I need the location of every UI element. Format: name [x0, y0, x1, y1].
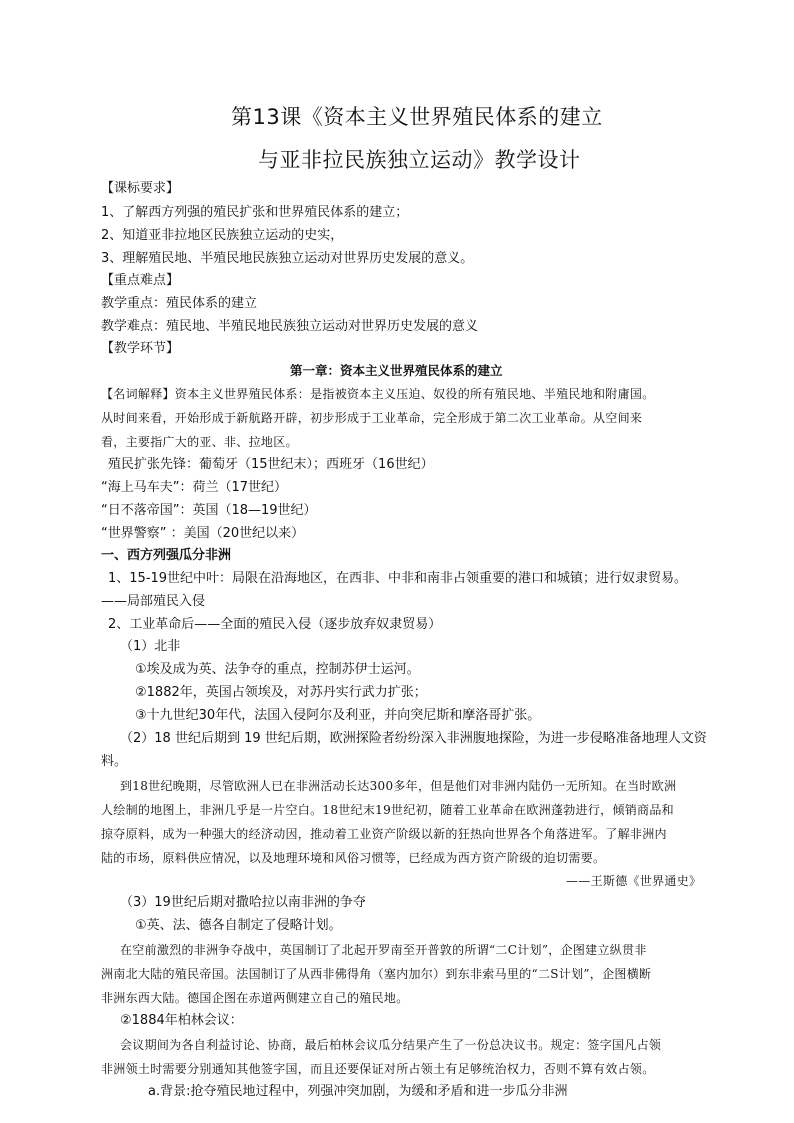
- quote-line: 陆的市场，原料供应情况，以及地理环境和风俗习惯等，已经成为西方资产阶级的迫切需要。: [101, 851, 606, 865]
- scramble-item: ②1884年柏林会议：: [120, 1013, 243, 1028]
- scramble-background: a.背景:抢夺殖民地过程中，列强冲突加剧，为缓和矛盾和进一步瓜分非洲: [148, 1084, 568, 1099]
- key-points-heading: 【重点难点】: [101, 273, 180, 288]
- powers-item: “世界警察” ：美国（20世纪以来）: [101, 526, 305, 541]
- scramble-text: 会议期间为各自利益讨论、协商，最后柏林会议瓜分结果产生了一份总决议书。规定：签字国凡占领: [120, 1038, 662, 1052]
- section-heading: 一、西方列强瓜分非洲: [101, 548, 232, 563]
- curriculum-item: 3、理解殖民地、半殖民地民族独立运动对世界历史发展的意义。: [101, 251, 474, 266]
- north-africa-item: ③十九世纪30年代，法国入侵阿尔及利亚，并向突尼斯和摩洛哥扩张。: [135, 708, 541, 723]
- quote-line: 掠夺原料，成为一种强大的经济动因，推动着工业资产阶级以新的狂热向世界各个角落进军。了解非洲内: [101, 827, 667, 841]
- north-africa-heading: （1）北非: [120, 639, 181, 654]
- definition-line: 从时间来看，开始形成于新航路开辟，初步形成于工业革命，完全形成于第二次工业革命。从空间来: [101, 411, 643, 425]
- section-paragraph: 料。: [101, 754, 128, 769]
- scramble-text: 在空前激烈的非洲争夺战中，英国制订了北起开罗南至开普敦的所谓“二C计划”，企图建立纵贯非: [120, 943, 647, 957]
- curriculum-item: 1、了解西方列强的殖民扩张和世界殖民体系的建立；: [101, 205, 409, 220]
- document-title-line-2: 与亚非拉民族独立运动》教学设计: [258, 148, 581, 172]
- powers-item: “日不落帝国”：英国（18—19世纪）: [101, 503, 317, 518]
- section-paragraph: ——局部殖民入侵: [101, 594, 206, 609]
- scramble-item: ①英、法、德各自制定了侵略计划。: [135, 918, 342, 933]
- teaching-heading: 【教学环节】: [101, 341, 180, 356]
- north-africa-item: ①埃及成为英、法争夺的重点，控制苏伊士运河。: [135, 662, 420, 677]
- document-title-line-1: 第13课《资本主义世界殖民体系的建立: [231, 105, 603, 129]
- teaching-difficulty: 教学难点：殖民地、半殖民地民族独立运动对世界历史发展的意义: [101, 319, 479, 334]
- teaching-focus: 教学重点：殖民体系的建立: [101, 296, 258, 311]
- quote-source: ——王斯德《世界通史》: [566, 874, 702, 888]
- powers-item: “海上马车夫”：荷兰（17世纪）: [101, 480, 288, 495]
- quote-line: 到18世纪晚期，尽管欧洲人已在非洲活动长达300多年，但是他们对非洲内陆仍一无所知。在当时欧洲: [120, 779, 677, 793]
- section-paragraph: 2、工业革命后——全面的殖民入侵（逐步放弃奴隶贸易）: [108, 617, 442, 632]
- north-africa-item: ②1882年，英国占领埃及，对苏丹实行武力扩张；: [135, 685, 427, 700]
- section-paragraph: 1、15-19世纪中叶：局限在沿海地区，在西非、中非和南非占领重要的港口和城镇；进行奴隶贸易。: [108, 571, 688, 586]
- scramble-text: 洲南北大陆的殖民帝国。法国制订了从西非佛得角（塞内加尔）到东非索马里的“二S计划”，企图横断: [101, 967, 652, 981]
- scramble-text: 非洲东西大陆。德国企图在赤道两侧建立自己的殖民地。: [101, 991, 409, 1005]
- definition-line: 【名词解释】资本主义世界殖民体系：是指被资本主义压迫、奴役的所有殖民地、半殖民地和附庸国。: [101, 387, 655, 401]
- scramble-text: 非洲领土时需要分别通知其他签字国，而且还要保证对所占领土有足够统治权力，否则不算有效占领。: [101, 1062, 655, 1076]
- definition-line: 看，主要指广大的亚、非、拉地区。: [101, 435, 298, 449]
- curriculum-item: 2、知道亚非拉地区民族独立运动的史实，: [101, 228, 344, 243]
- chapter-heading: 第一章：资本主义世界殖民体系的建立: [290, 363, 503, 378]
- scramble-heading: （3）19世纪后期对撒哈拉以南非洲的争夺: [120, 895, 366, 910]
- quote-line: 人绘制的地图上，非洲几乎是一片空白。18世纪末19世纪初，随着工业革命在欧洲蓬勃进行，倾销商品和: [101, 803, 674, 817]
- section-paragraph: （2）18 世纪后期到 19 世纪后期，欧洲探险者纷纷深入非洲腹地探险，为进一步侵略准备地理人文资: [120, 731, 707, 746]
- curriculum-heading: 【课标要求】: [101, 181, 180, 196]
- powers-item: 殖民扩张先锋：葡萄牙（15世纪末）；西班牙（16世纪）: [108, 457, 434, 472]
